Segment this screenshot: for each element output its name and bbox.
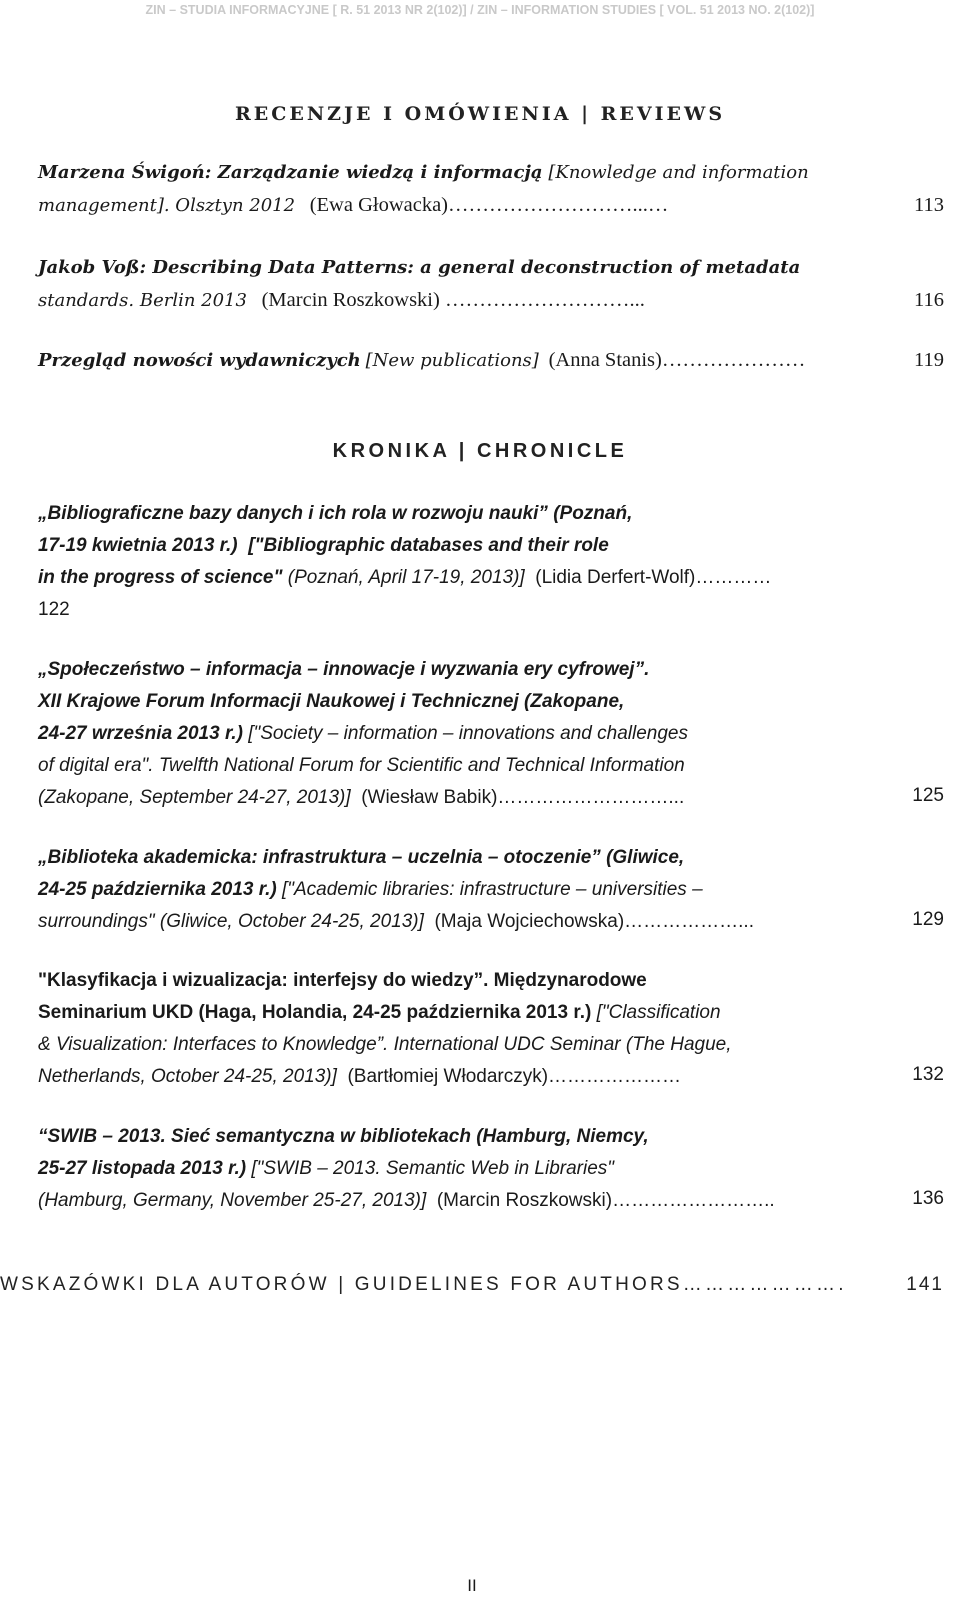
running-header: ZIN – STUDIA INFORMACYJNE [ R. 51 2013 NR 2(102)] / ZIN – INFORMATION STUDIES [ VOL. 51 2013 NO. 2(102)]: [145, 3, 815, 17]
chronicle-3-line-2: 24-25 października 2013 r.) ["Academic libraries: infrastructure – universities –: [38, 879, 703, 900]
guidelines-label: WSKAZÓWKI DLA AUTORÓW | GUIDELINES FOR AUTHORS………………….: [0, 1274, 847, 1295]
chronicle-2-line-5: (Zakopane, September 24-27, 2013)] (Wiesław Babik)………………………...: [38, 787, 685, 808]
chronicle-2-line-1: „Społeczeństwo – informacja – innowacje i wyzwania ery cyfrowej”.: [38, 659, 650, 680]
chronicle-1-line-1: „Bibliograficzne bazy danych i ich rola w rozwoju nauki” (Poznań,: [38, 503, 633, 524]
chronicle-4-line-4: Netherlands, October 24-25, 2013)] (Bartłomiej Włodarczyk)…………………: [38, 1066, 682, 1087]
chronicle-3-page: 129: [912, 909, 944, 930]
section-title-chronicle: KRONIKA | CHRONICLE: [332, 440, 628, 462]
chronicle-2-line-3: 24-27 września 2013 r.) ["Society – information – innovations and challenges: [38, 723, 688, 744]
chronicle-4-line-3: & Visualization: Interfaces to Knowledge”. International UDC Seminar (The Hague,: [38, 1034, 732, 1055]
review-2-line-2: standards. Berlin 2013 (Marcin Roszkowski) ………………………...: [38, 289, 645, 311]
review-3-page: 119: [914, 349, 944, 371]
section-title-reviews: RECENZJE I OMÓWIENIA | REVIEWS: [234, 103, 726, 125]
chronicle-4-line-1: "Klasyfikacja i wizualizacja: interfejsy do wiedzy”. Międzynarodowe: [38, 970, 647, 991]
chronicle-2-page: 125: [912, 785, 944, 806]
review-1-page: 113: [914, 194, 944, 216]
chronicle-2-line-2: XII Krajowe Forum Informacji Naukowej i Technicznej (Zakopane,: [38, 691, 625, 712]
chronicle-1-line-3: in the progress of science" (Poznań, April 17-19, 2013)] (Lidia Derfert-Wolf)…………: [38, 567, 772, 588]
chronicle-1-page: 122: [38, 599, 70, 620]
chronicle-5-page: 136: [912, 1188, 944, 1209]
chronicle-4-page: 132: [912, 1064, 944, 1085]
review-2-line-1: Jakob Voß: Describing Data Patterns: a general deconstruction of metadata: [38, 257, 801, 278]
review-3-line-1: Przegląd nowości wydawniczych [New publications] (Anna Stanis)…………………: [38, 349, 806, 371]
chronicle-3-line-1: „Biblioteka akademicka: infrastruktura – uczelnia – otoczenie” (Gliwice,: [38, 847, 685, 868]
chronicle-5-line-3: (Hamburg, Germany, November 25-27, 2013)] (Marcin Roszkowski)……………………..: [38, 1190, 775, 1211]
chronicle-2-line-4: of digital era". Twelfth National Forum for Scientific and Technical Information: [38, 755, 685, 776]
review-1-line-1: Marzena Świgoń: Zarządzanie wiedzą i informacją [Knowledge and information: [38, 162, 809, 183]
page-number: II: [467, 1576, 477, 1595]
guidelines-entry: [0, 1274, 944, 1296]
chronicle-5-line-1: “SWIB – 2013. Sieć semantyczna w bibliotekach (Hamburg, Niemcy,: [38, 1126, 649, 1147]
review-2-page: 116: [914, 289, 944, 311]
chronicle-3-line-3: surroundings" (Gliwice, October 24-25, 2013)] (Maja Wojciechowska)………………...: [38, 911, 754, 932]
guidelines-page: 141: [906, 1274, 944, 1295]
chronicle-1-line-2: 17-19 kwietnia 2013 r.) ["Bibliographic databases and their role: [38, 535, 609, 556]
review-1-line-2: management]. Olsztyn 2012 (Ewa Głowacka)………………………...…: [38, 194, 669, 216]
chronicle-5-line-2: 25-27 listopada 2013 r.) ["SWIB – 2013. Semantic Web in Libraries": [38, 1158, 615, 1179]
chronicle-4-line-2: Seminarium UKD (Haga, Holandia, 24-25 października 2013 r.) ["Classification: [38, 1002, 721, 1023]
